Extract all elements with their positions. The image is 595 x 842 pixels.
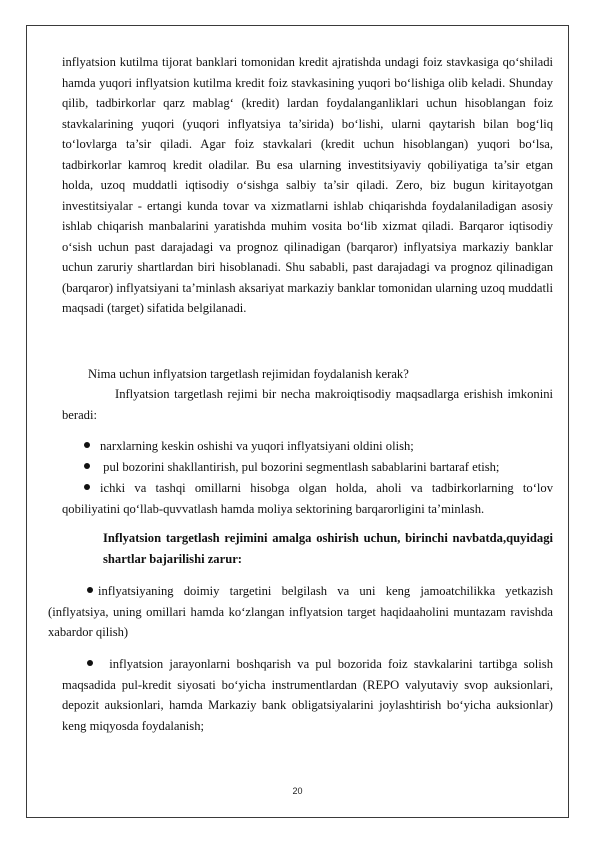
list-item bbox=[62, 654, 553, 736]
conditions-heading bbox=[103, 528, 553, 569]
intro-paragraph bbox=[62, 384, 553, 425]
condition-text: inflyatsion jarayonlarni boshqarish va pul bozorida foiz stavkalarini tartibga solish maqsadida pul-kredit siyosati bo‘yicha instrumentlardan (REPO valyutaviy svop auksionlari, depozit auksionlari, hamda Markaziy bank obligatsiyalarini joylashtirish bo‘yicha auksionlar) keng miqyosda foydalanish; bbox=[62, 657, 553, 733]
list-item bbox=[62, 457, 553, 478]
page-number: 20 bbox=[292, 786, 303, 796]
bullet-icon bbox=[84, 463, 90, 469]
paragraph-main: inflyatsion kutilma tijorat banklari tomonidan kredit ajratishda undagi foiz stavkasiga qo‘shiladi hamda yuqori inflyatsion kutilma kredit foiz stavkasining yuqori bo‘lishiga olib keladi. Shunday qilib, tadbirkorlar qarz mablag‘ (kredit) lardan foydalanganliklari uchun hisoblangan foiz stavkalarining yuqori (yuqori inflyatsiya ta’sirida) bo‘lishi, ularni qaytarish bilan bog‘liq to‘lovlarga ta’sir qiladi. Agar foiz stavkalari (kredit uchun hisoblangan) yuqori bo‘lsa, tadbirkorlar kamroq kredit oladilar. Bu esa ularning investitsiyaviy qobiliyatiga ta’sir etgan holda, uzoq muddatli iqtisodiy o‘sishga salbiy ta’sir qiladi. Zero, biz bugun kiritayotgan investitsiyalar - ertangi kunda tovar va xizmatlarni ishlab chiqarishda foydalaniladigan asosiy ishlab chiqarish manbalarini yaratishda muhim vosita bo‘lib xizmat qiladi. Barqaror iqtisodiy o‘sish uchun past darajadagi va prognoz qilinadigan (barqaror) inflyatsiya markaziy banklar uchun zaruriy shartlardan biri hisoblanadi. Shu sababli, past darajadagi va prognoz qilinadigan (barqaror) inflyatsiyani ta’minlash aksariyat markaziy banklar tomonidan ularning uzoq muddatli maqsadi (target) sifatida belgilanadi. bbox=[62, 55, 553, 315]
bullet-icon bbox=[87, 587, 93, 593]
bullet-icon bbox=[84, 442, 90, 448]
list-item bbox=[48, 581, 553, 643]
bullet-icon bbox=[87, 660, 93, 666]
question-line: Nima uchun inflyatsion targetlash rejimidan foydalanish kerak? bbox=[88, 367, 409, 381]
bullet-icon bbox=[84, 484, 90, 490]
list-item bbox=[62, 478, 553, 519]
intro-text: Inflyatsion targetlash rejimi bir necha makroiqtisodiy maqsadlarga erishish imkonini beradi: bbox=[62, 387, 553, 422]
body-paragraph bbox=[62, 52, 553, 319]
list-item bbox=[62, 436, 553, 457]
condition-text: inflyatsiyaning doimiy targetini belgilash va uni keng jamoatchilikka yetkazish (inflyatsiya, uning omillari hamda ko‘zlangan inflyatsion target haqidaaholini muntazam ravishda xabardor qilish) bbox=[48, 584, 553, 639]
bullet-text: pul bozorini shakllantirish, pul bozorini segmentlash sabablarini bartaraf etish; bbox=[100, 460, 500, 474]
conditions-heading-text: Inflyatsion targetlash rejimini amalga oshirish uchun, birinchi navbatda,quyidagi shartlar bajarilishi zarur: bbox=[103, 531, 553, 566]
bullet-text: narxlarning keskin oshishi va yuqori inflyatsiyani oldini olish; bbox=[100, 439, 414, 453]
bullet-text: ichki va tashqi omillarni hisobga olgan holda, aholi va tadbirkorlarning to‘lov qobiliyatini qo‘llab-quvvatlash hamda moliya sektorining barqarorligini ta’minlash. bbox=[62, 481, 553, 516]
